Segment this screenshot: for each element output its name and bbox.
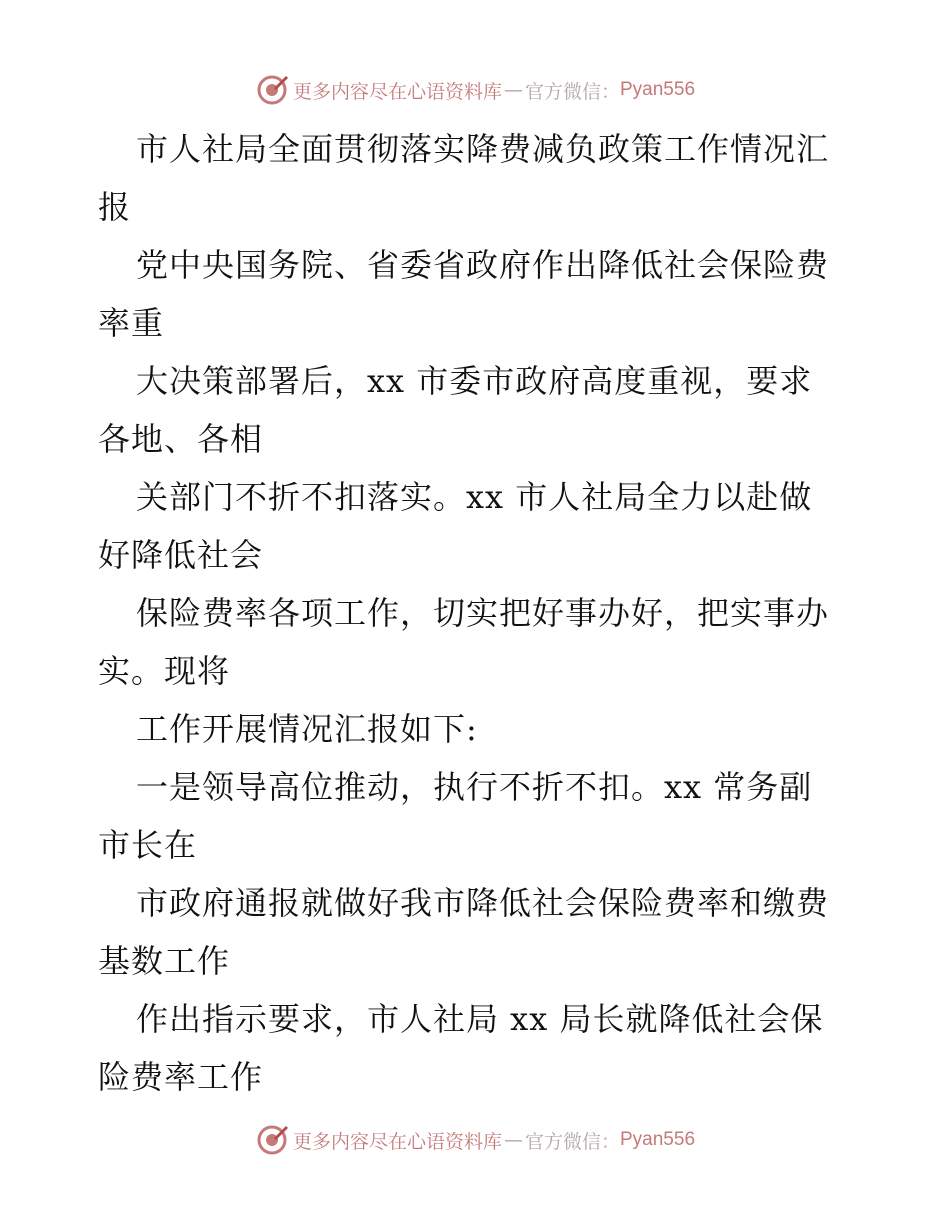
banner-wechat-label: 官方微信：: [524, 80, 620, 103]
document-line: 率重: [98, 304, 165, 342]
banner-site-text: 更多内容尽在心语资料库: [292, 80, 502, 103]
banner-wechat-id: Pyan556: [620, 79, 696, 100]
banner-site-text: 更多内容尽在心语资料库: [292, 1130, 502, 1153]
document-line: 市长在: [98, 826, 198, 864]
document-line: 市人社局全面贯彻落实降费减负政策工作情况汇: [136, 130, 830, 168]
document-line: 各地、各相: [98, 420, 264, 458]
document-line: 大决策部署后，xx 市委市政府高度重视，要求: [136, 362, 813, 400]
document-line: 保险费率各项工作，切实把好事办好，把实事办: [136, 594, 830, 632]
banner-wechat-id: Pyan556: [620, 1129, 696, 1150]
footer-watermark-banner: [0, 1120, 950, 1160]
document-line: 党中央国务院、省委省政府作出降低社会保险费: [136, 246, 830, 284]
banner-separator: —: [503, 1129, 523, 1151]
banner-wechat-label: 官方微信：: [524, 1130, 620, 1153]
document-line: 作出指示要求，市人社局 xx 局长就降低社会保: [136, 1000, 824, 1038]
document-body: [98, 120, 858, 1106]
pen-logo-icon: [255, 1123, 289, 1157]
document-line: 实。现将: [98, 652, 231, 690]
document-line: 好降低社会: [98, 536, 264, 574]
document-line: 关部门不折不扣落实。xx 市人社局全力以赴做: [136, 478, 813, 516]
pen-logo-icon: [255, 73, 289, 107]
document-line: 市政府通报就做好我市降低社会保险费率和缴费: [136, 884, 830, 922]
document-line: 工作开展情况汇报如下:: [136, 710, 478, 748]
document-line: 基数工作: [98, 942, 231, 980]
banner-separator: —: [503, 79, 523, 101]
document-line: 报: [98, 188, 132, 226]
header-watermark-banner: [0, 70, 950, 110]
document-line: 一是领导高位推动，执行不折不扣。xx 常务副: [136, 768, 813, 806]
document-line: 险费率工作: [98, 1058, 264, 1096]
